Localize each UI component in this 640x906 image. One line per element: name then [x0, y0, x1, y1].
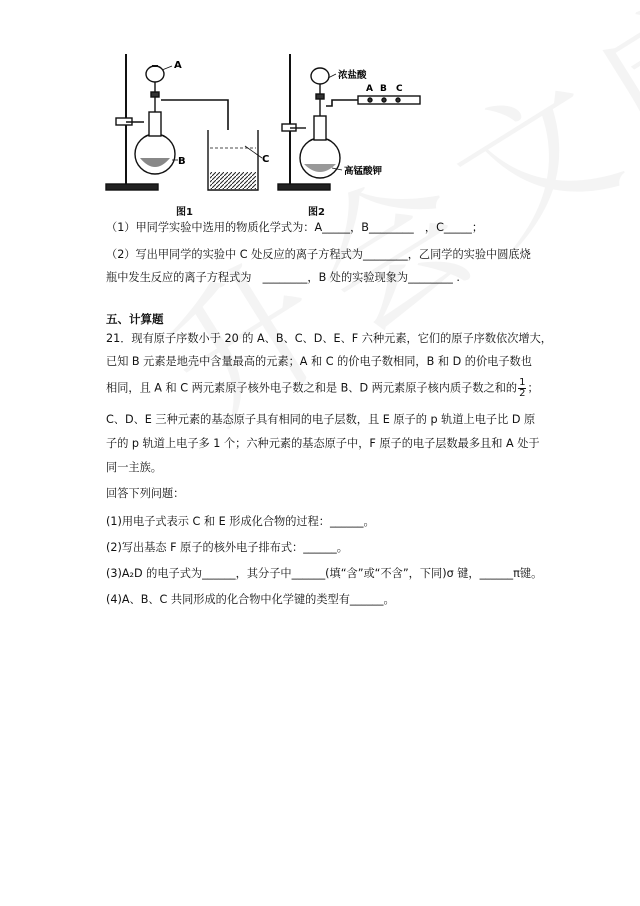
- problem-21-line3: [106, 378, 539, 399]
- apparatus-drawings: [100, 40, 430, 200]
- apparatus-figures: [100, 40, 430, 220]
- fraction-numerator: 1: [519, 377, 526, 388]
- question-1: （1）甲同学实验中选用的物质化学式为：A_____，B________ ，C_____；: [106, 221, 484, 234]
- fig1-separatory-funnel: [146, 66, 164, 82]
- fig2-label-b: B: [380, 84, 387, 94]
- problem-21-line6: 同一主族。: [106, 461, 162, 474]
- fig2-label-c: C: [396, 84, 403, 94]
- figure2-caption: 图2: [308, 207, 325, 218]
- problem-21-line5: 子的 p 轨道上电子多 1 个；六种元素的基态原子中，F 原子的电子层数最多且和 A 处于: [106, 437, 540, 450]
- sub-question-4: (4)A、B、C 共同形成的化合物中化学键的类型有______。: [106, 593, 395, 606]
- problem-21-line3-end: ；: [527, 381, 539, 395]
- fraction-one-half: [518, 378, 526, 399]
- sub-question-2: (2)写出基态 F 原子的核外电子排布式：______。: [106, 541, 348, 554]
- problem-21-line1: 21．现有原子序数小于 20 的 A、B、C、D、E、F 六种元素，它们的原子序数依次增大，: [106, 332, 552, 345]
- fig2-separatory-funnel: [311, 68, 329, 84]
- fig2-label-a: A: [366, 84, 373, 94]
- sub-question-3: (3)A₂D 的电子式为______，其分子中______(填“含”或“不含”，下同)σ 键，______π键。: [106, 567, 543, 580]
- fig1-label-b: B: [178, 156, 186, 167]
- problem-21-line4: C、D、E 三种元素的基态原子具有相同的电子层数，且 E 原子的 p 轨道上电子比 D 原: [106, 413, 536, 426]
- answer-prompt: 回答下列问题：: [106, 487, 185, 500]
- sub-question-1: (1)用电子式表示 C 和 E 形成化合物的过程：______。: [106, 515, 375, 528]
- fig1-flask: [135, 134, 175, 174]
- question-2-line1: （2）写出甲同学的实验中 C 处反应的离子方程式为________，乙同学的实验中圆底烧: [106, 248, 531, 261]
- fig1-stand-base: [106, 184, 158, 190]
- figure1-caption: 图1: [176, 207, 193, 218]
- fig1-label-a: A: [174, 60, 182, 71]
- fig2-stand-base: [278, 184, 330, 190]
- fig2-label-solid: 高锰酸钾: [344, 166, 383, 177]
- question-2-line2: 瓶中发生反应的离子方程式为 ________，B 处的实验现象为________ .: [106, 271, 460, 284]
- section-heading: 五、计算题: [106, 312, 164, 326]
- problem-21-line2: 已知 B 元素是地壳中含量最高的元素；A 和 C 的价电子数相同，B 和 D 的价电子数也: [106, 355, 532, 368]
- problem-21-line3-text: 相同，且 A 和 C 两元素原子核外电子数之和是 B、D 两元素原子核内质子数之和的: [106, 381, 518, 395]
- fig1-label-c: C: [262, 154, 270, 165]
- figure1-apparatus: [106, 54, 262, 190]
- fig2-glass-tube: [358, 96, 420, 104]
- fig2-label-acid: 浓盐酸: [338, 70, 367, 81]
- fraction-denominator: 2: [519, 388, 526, 399]
